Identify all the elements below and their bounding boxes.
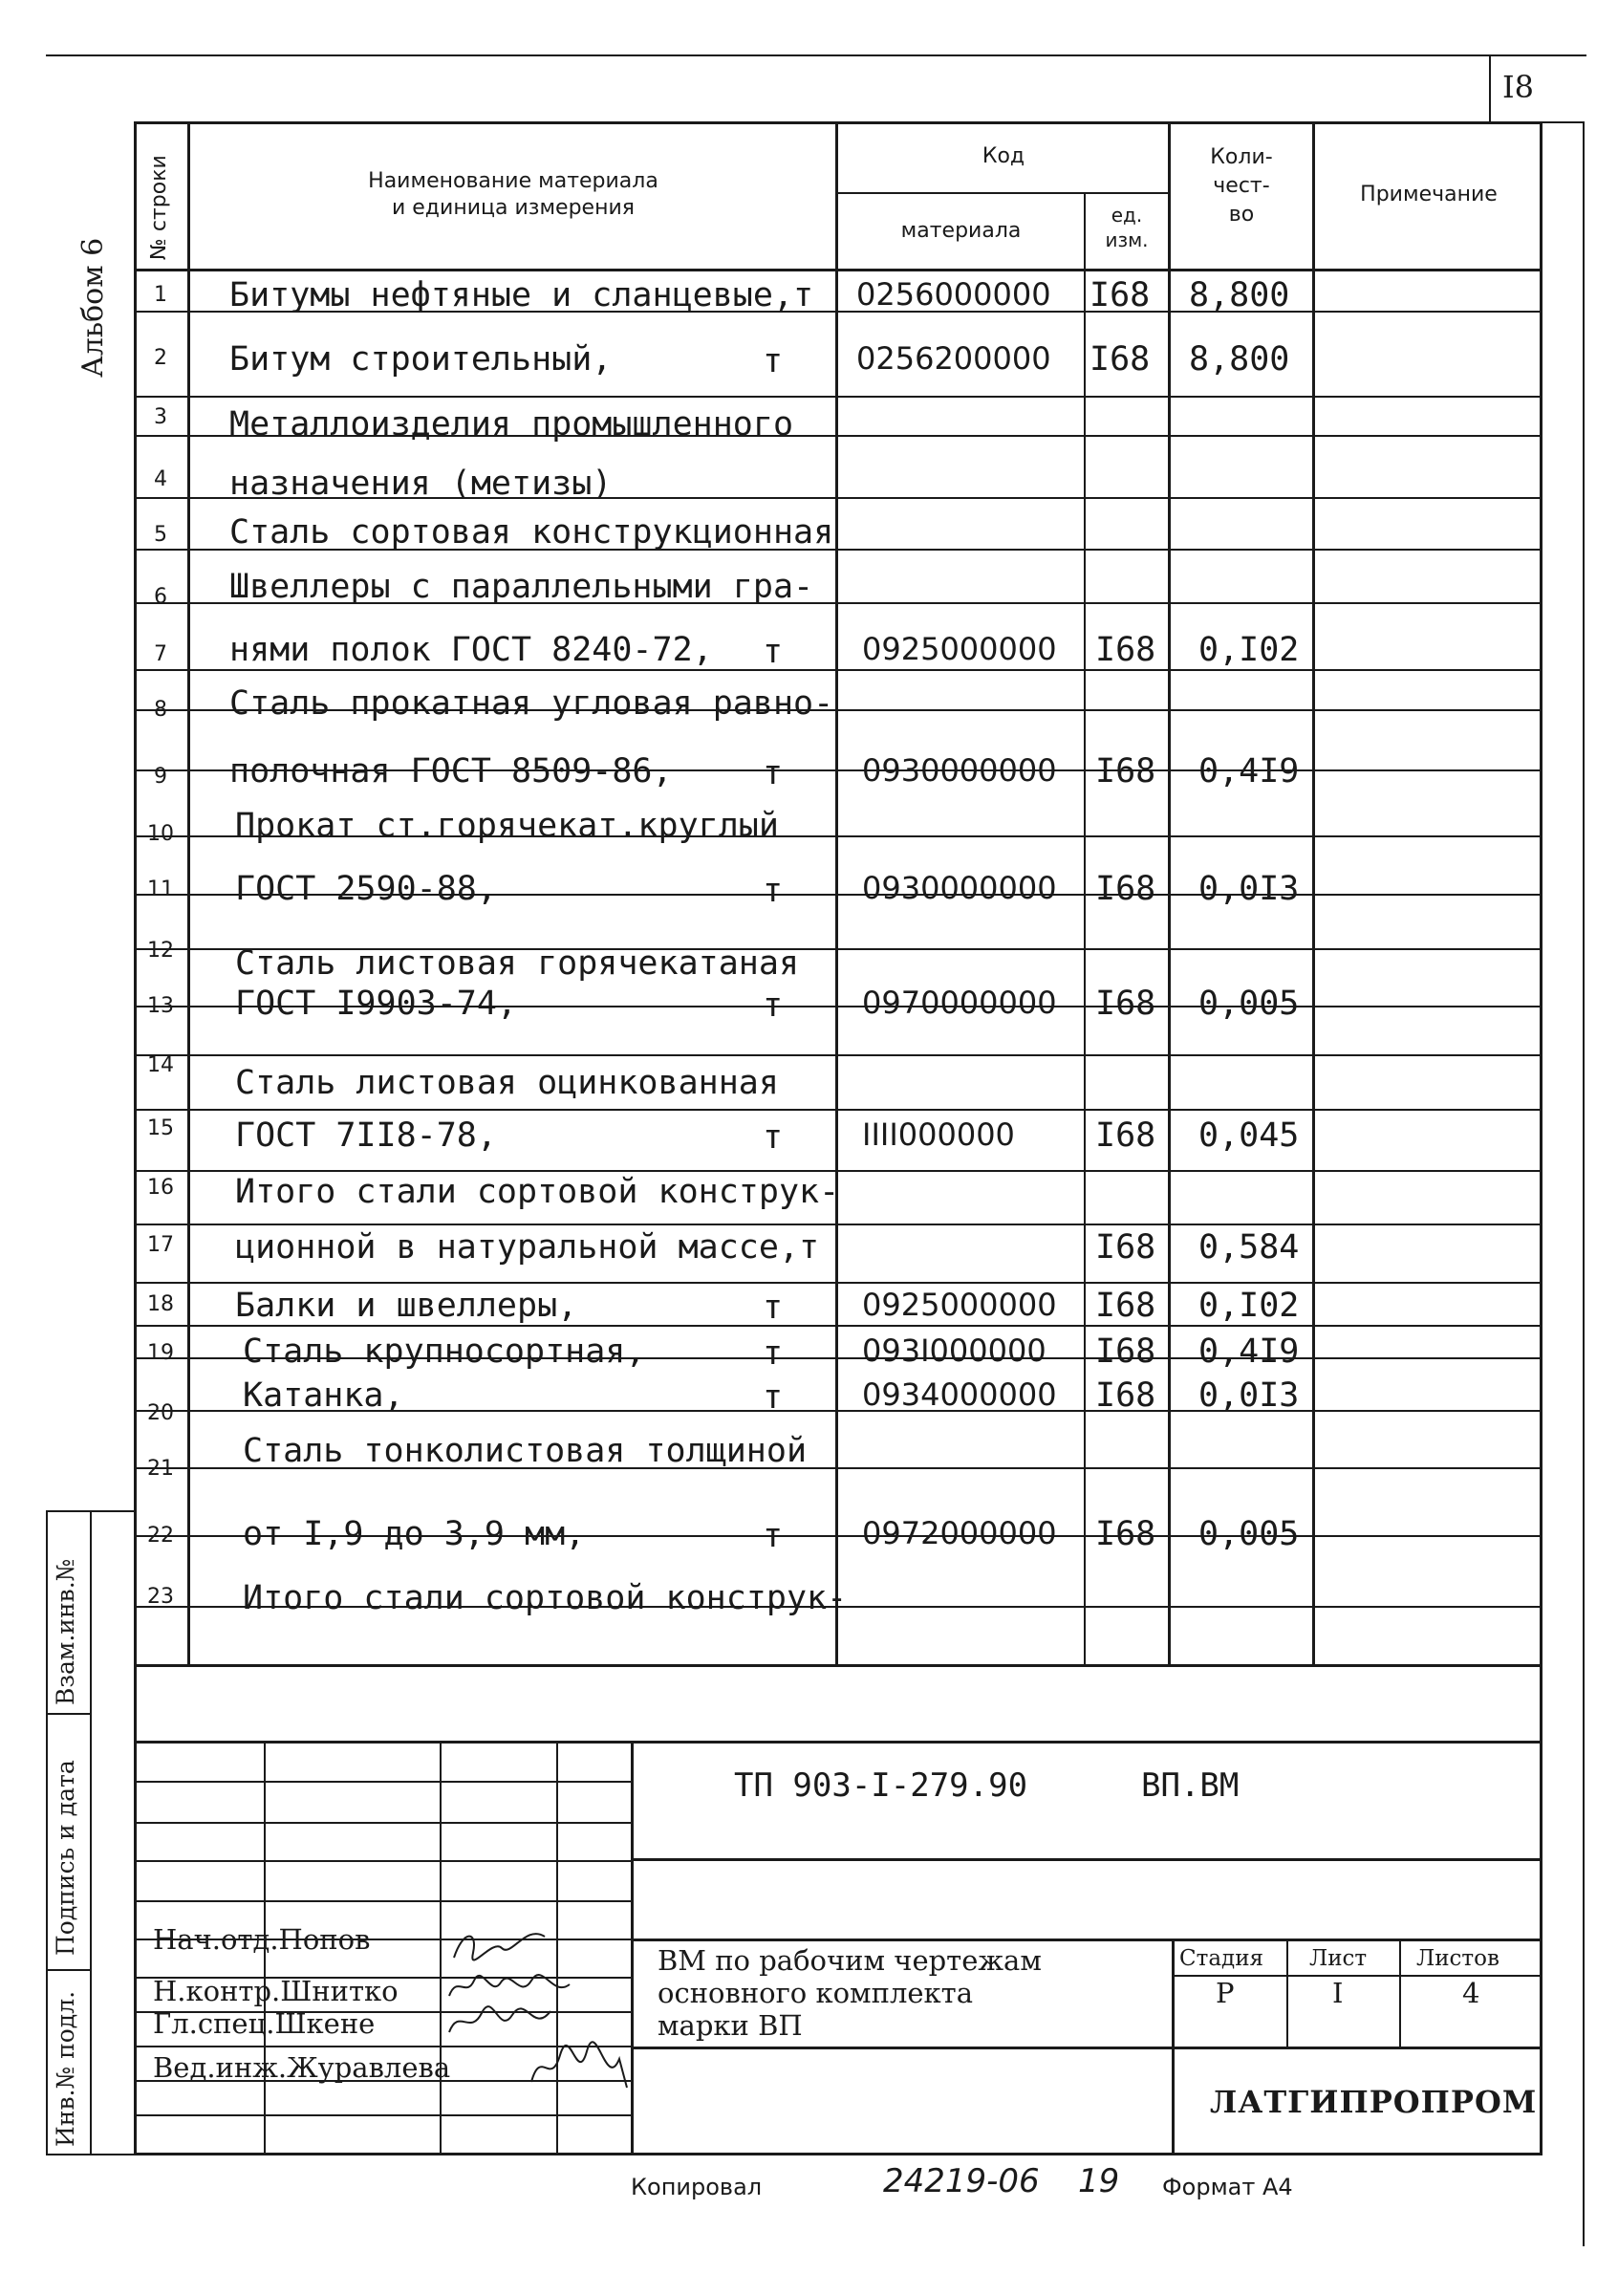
material-code: 0925000000 <box>862 1287 1057 1323</box>
row-number: 11 <box>147 877 174 901</box>
organization-name: ЛАТГИПРОПРОМ <box>1210 2084 1538 2120</box>
row-number: 16 <box>147 1176 174 1200</box>
row-separator <box>134 1282 1542 1284</box>
row-number: 7 <box>154 642 167 666</box>
unit-code: I68 <box>1095 1116 1156 1155</box>
material-name: Сталь листовая горячекатаная <box>235 944 800 983</box>
stamp-top-line <box>134 1741 1542 1744</box>
material-code: 0972000000 <box>862 1515 1057 1551</box>
material-code: 0930000000 <box>862 870 1057 906</box>
material-name: ГОСТ 7II8-78, <box>235 1116 497 1155</box>
quantity: 0,4I9 <box>1198 1332 1300 1371</box>
material-unit: т <box>763 872 784 910</box>
header-code: Код <box>982 144 1025 168</box>
row-number: 19 <box>147 1341 174 1365</box>
material-code: 0934000000 <box>862 1376 1057 1413</box>
row-separator <box>134 1325 1542 1327</box>
row-number: 23 <box>147 1585 174 1609</box>
material-name: от I,9 до 3,9 мм, <box>243 1515 586 1553</box>
material-name: назначения (метизы) <box>229 465 613 503</box>
material-name: ГОСТ 2590-88, <box>235 870 497 908</box>
document-mark: ВП.ВМ <box>1141 1766 1240 1805</box>
col-line-num <box>187 121 190 1664</box>
material-unit: т <box>763 1517 784 1555</box>
material-unit: т <box>763 1118 784 1157</box>
sheet-number: I8 <box>1502 69 1534 105</box>
code-subheader-line <box>837 192 1170 194</box>
material-unit: т <box>763 986 784 1025</box>
material-name: Сталь прокатная угловая равно- <box>229 684 834 723</box>
quantity: 0,0I3 <box>1198 870 1300 908</box>
sheet-value: I <box>1332 1977 1344 2009</box>
material-unit: т <box>763 1289 784 1327</box>
stage-value: Р <box>1216 1977 1235 2009</box>
material-name: ГОСТ I9903-74, <box>235 985 518 1023</box>
signature-shkene <box>445 2004 560 2042</box>
unit-code: I68 <box>1095 1228 1156 1267</box>
stage-label: Стадия <box>1179 1946 1264 1971</box>
label-podpis-data: Подпись и дата <box>52 1760 79 1956</box>
material-name: Битумы нефтяные и сланцевые,т <box>229 276 814 314</box>
row-separator <box>134 1054 1542 1056</box>
material-name: Прокат ст.горячекат.круглый <box>235 807 779 845</box>
signature-zhuravleva <box>528 2040 633 2097</box>
row-number: 5 <box>154 523 167 547</box>
quantity: 0,0I3 <box>1198 1376 1300 1415</box>
unit-code: I68 <box>1095 631 1156 669</box>
header-quantity: Коли- чест- во <box>1210 145 1273 227</box>
material-unit: т <box>763 633 784 671</box>
col-line-code <box>1084 192 1086 1664</box>
row-separator <box>134 1109 1542 1111</box>
copied-label: Копировал <box>631 2174 763 2200</box>
person-1: Нач.отд.Попов <box>153 1923 371 1956</box>
label-inv-podl: Инв.№ подл. <box>52 1990 79 2147</box>
page-right-border <box>1583 122 1585 2246</box>
row-number: 17 <box>147 1233 174 1257</box>
col-line-qty <box>1312 121 1315 1664</box>
col-line-unit <box>1168 121 1171 1664</box>
sheets-value: 4 <box>1462 1977 1480 2009</box>
signature-popov <box>449 1919 554 1967</box>
quantity: 0,4I9 <box>1198 752 1300 791</box>
material-name: Металлоизделия промышленного <box>229 405 794 444</box>
material-name: Итого стали сортовой конструк- <box>235 1173 840 1211</box>
binding-line-2 <box>46 1969 92 1971</box>
header-name: Наименование материала и единица измерения <box>368 169 658 220</box>
stamp-code-bottom <box>631 1858 1542 1861</box>
row-number: 20 <box>147 1401 174 1425</box>
col-line-name <box>835 121 838 1664</box>
material-name: ционной в натуральной массе,т <box>235 1228 820 1267</box>
row-number: 1 <box>154 283 167 307</box>
material-name: Итого стали сортовой конструк- <box>243 1579 848 1617</box>
binding-strip-divider <box>90 1510 92 2155</box>
row-separator <box>134 396 1542 398</box>
unit-code: I68 <box>1089 340 1151 379</box>
material-unit: т <box>763 1334 784 1373</box>
person-2: Н.контр.Шнитко <box>153 1975 399 2007</box>
header-note: Примечание <box>1360 183 1498 206</box>
unit-code: I68 <box>1095 985 1156 1023</box>
person-3: Гл.спец.Шкене <box>153 2007 376 2040</box>
top-rule <box>46 54 1586 56</box>
material-unit: т <box>763 1378 784 1417</box>
row-separator <box>134 1224 1542 1225</box>
description-line-3: марки ВП <box>658 2009 803 2042</box>
material-code: 093I000000 <box>862 1332 1046 1369</box>
label-vzam-inv: Взам.инв.№ <box>52 1558 79 1705</box>
row-number: 2 <box>154 346 167 370</box>
description-line-2: основного комплекта <box>658 1977 973 2009</box>
material-name: Катанка, <box>243 1376 404 1415</box>
handwritten-page: 19 <box>1078 2162 1120 2200</box>
quantity: 0,005 <box>1198 1515 1300 1553</box>
header-row-no: № строки <box>147 155 171 260</box>
signature-shnitko <box>445 1969 579 2007</box>
material-unit: т <box>763 342 784 380</box>
material-code: 0925000000 <box>862 631 1057 667</box>
quantity: 0,005 <box>1198 985 1300 1023</box>
quantity: 8,800 <box>1189 340 1290 379</box>
document-code: ТП 903-I-279.90 <box>734 1766 1028 1805</box>
quantity: 0,584 <box>1198 1228 1300 1267</box>
material-name: Швеллеры с параллельными гра- <box>229 568 814 606</box>
row-number: 21 <box>147 1457 174 1481</box>
description-line-1: ВМ по рабочим чертежам <box>658 1944 1042 1977</box>
row-number: 10 <box>147 822 174 846</box>
quantity: 0,045 <box>1198 1116 1300 1155</box>
unit-code: I68 <box>1089 276 1151 314</box>
material-code: 0970000000 <box>862 985 1057 1021</box>
row-number: 12 <box>147 939 174 963</box>
material-code: 0256200000 <box>856 340 1051 377</box>
unit-code: I68 <box>1095 870 1156 908</box>
binding-line-1 <box>46 1713 92 1715</box>
stamp-desc-bottom <box>631 2047 1542 2049</box>
unit-code: I68 <box>1095 1332 1156 1371</box>
header-code-material: материала <box>900 219 1022 243</box>
quantity: 0,I02 <box>1198 631 1300 669</box>
row-number: 6 <box>154 585 167 609</box>
header-code-unit: ед. изм. <box>1105 204 1149 251</box>
material-unit: т <box>763 754 784 792</box>
format-label: Формат А4 <box>1162 2174 1293 2200</box>
quantity: 0,I02 <box>1198 1287 1300 1325</box>
unit-code: I68 <box>1095 1287 1156 1325</box>
sheet-label: Лист <box>1309 1946 1368 1971</box>
material-code: 0930000000 <box>862 752 1057 789</box>
material-name: Сталь тонколистовая толщиной <box>243 1432 808 1470</box>
material-name: Сталь листовая оцинкованная <box>235 1064 779 1102</box>
material-name: Сталь крупносортная, <box>243 1332 646 1371</box>
stamp-col-2 <box>440 1741 442 2155</box>
row-number: 14 <box>147 1053 174 1077</box>
material-code: 0256000000 <box>856 276 1051 313</box>
header-bottom-line <box>134 269 1542 271</box>
material-name: Битум строительный, <box>229 340 613 379</box>
person-4: Вед.инж.Журавлева <box>153 2051 451 2084</box>
unit-code: I68 <box>1095 1376 1156 1415</box>
row-number: 3 <box>154 405 167 429</box>
row-number: 15 <box>147 1116 174 1140</box>
unit-code: I68 <box>1095 1515 1156 1553</box>
material-name: полочная ГОСТ 8509-86, <box>229 752 673 791</box>
stamp-desc-top <box>631 1939 1542 1941</box>
material-name: нями полок ГОСТ 8240-72, <box>229 631 713 669</box>
album-label: Альбом 6 <box>76 237 110 378</box>
quantity: 8,800 <box>1189 276 1290 314</box>
row-number: 8 <box>154 698 167 722</box>
material-name: Сталь сортовая конструкционная <box>229 513 834 552</box>
row-number: 22 <box>147 1524 174 1548</box>
material-code: IIII000000 <box>862 1116 1015 1153</box>
sheets-label: Листов <box>1416 1946 1499 1971</box>
row-separator <box>134 1170 1542 1172</box>
unit-code: I68 <box>1095 752 1156 791</box>
row-number: 13 <box>147 994 174 1018</box>
rows-bottom-line <box>134 1664 1542 1667</box>
handwritten-number: 24219-06 <box>883 2162 1040 2200</box>
row-number: 18 <box>147 1292 174 1316</box>
material-name: Балки и швеллеры, <box>235 1287 578 1325</box>
row-number: 4 <box>154 467 167 491</box>
row-number: 9 <box>154 765 167 789</box>
row-separator <box>134 669 1542 671</box>
